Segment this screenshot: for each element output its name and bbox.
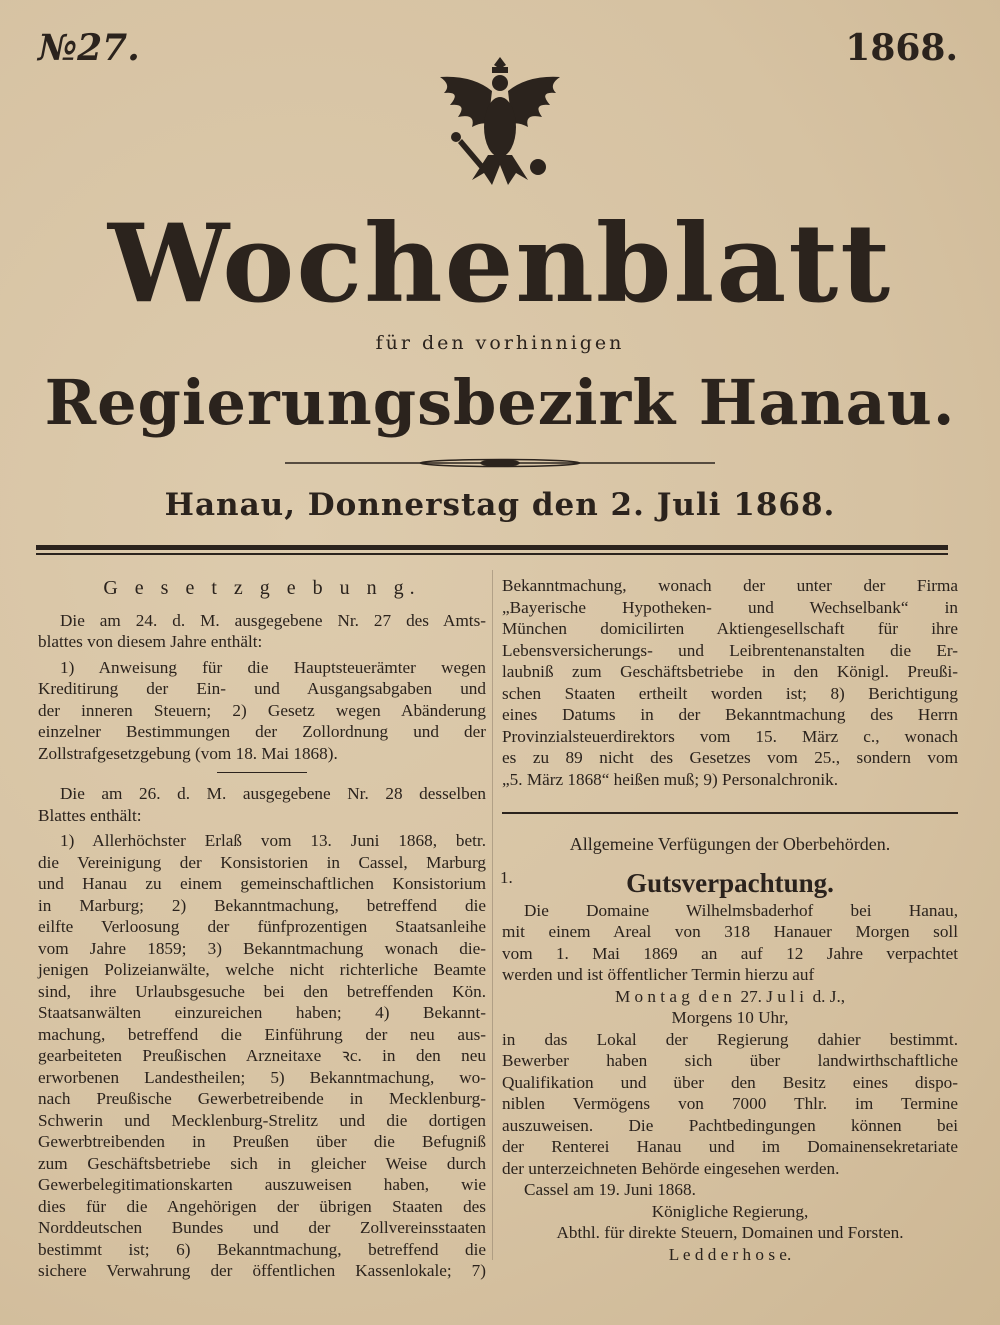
- signature-authority: Königliche Regierung,: [651, 1201, 809, 1221]
- place-date: Cassel am 19. Juni 1868.: [524, 1180, 696, 1199]
- newspaper-title: Wochenblatt: [107, 201, 893, 327]
- text-line: „5. März 1868“ heißen muß; 9) Personalchronik.: [502, 769, 839, 789]
- paragraph: [38, 783, 486, 826]
- text-line: Die am 24. d. M. ausgegebene Nr. 27 des Amts-: [60, 610, 486, 630]
- text-line: der unterzeichneten Behörde eingesehen werden.: [502, 1158, 840, 1178]
- notice-title: Gutsverpachtung.: [626, 867, 834, 898]
- paragraph: [38, 830, 486, 1282]
- text-line: werden und ist öffentlicher Termin hierzu auf: [502, 965, 815, 984]
- paragraph: [38, 657, 486, 765]
- text-line: in Marburg; 2) Bekanntmachung, betreffend die: [38, 895, 486, 915]
- text-line: blattes von diesem Jahre enthält:: [38, 632, 263, 651]
- text-line: Norddeutschen Bundes und der Zollvereinsstaaten: [38, 1218, 486, 1237]
- text-line: jenigen Polizeianwälte, welche nicht richterliche Beamte: [38, 960, 486, 979]
- signature-department: Abthl. für direkte Steuern, Domainen und Forsten.: [556, 1223, 904, 1242]
- text-line: dies für die Angehörigen der übrigen Staaten des: [38, 1196, 486, 1216]
- text-line: gearbeiteten Preußischen Arzneitaxe ꝛc. in den neu: [38, 1046, 486, 1065]
- text-line: laubniß zum Geschäftsbetriebe in den Königl. Preußi-: [502, 662, 958, 681]
- text-line: sind, ihre Urlaubsgesuche bei den betreffenden Kön.: [38, 981, 486, 1001]
- text-line: und Hanau zu einem gemeinschaftlichen Konsistorium: [38, 874, 486, 893]
- text-line: Bewerber haben sich über landwirthschaftliche: [502, 1051, 958, 1070]
- text-line: Bekanntmachung, wonach der unter der Firma: [502, 576, 958, 595]
- text-line: Staatsanwälten einzureichen haben; 4) Bekannt-: [38, 1003, 486, 1022]
- text-line: Schwerin und Mecklenburg-Strelitz und die dortigen: [38, 1110, 486, 1130]
- issue-number: №27.: [38, 27, 140, 69]
- text-line: zum Geschäftsbetriebe sich in gleicher Weise durch: [38, 1153, 486, 1173]
- separator-rule: [502, 812, 958, 814]
- header-rule-thin: [36, 553, 948, 555]
- text-line: eilfte Verloosung der fünfprozentigen Staatsanleihe: [38, 917, 486, 936]
- notice-time: Morgens 10 Uhr,: [671, 1008, 789, 1027]
- notice-body-continued: [502, 1029, 958, 1180]
- text-line: auszuweisen. Die Pachtbedingungen können bei: [502, 1115, 958, 1135]
- text-line: 1) Allerhöchster Erlaß vom 13. Juni 1868, betr.: [60, 831, 486, 850]
- text-line: der inneren Steuern; 2) Gesetz wegen Abänderung: [38, 700, 486, 720]
- issue-year: 1868.: [845, 27, 958, 69]
- text-line: vom 1. Mai 1869 an auf 12 Jahre verpachtet: [502, 943, 958, 963]
- text-line: Die am 26. d. M. ausgegebene Nr. 28 desselben: [60, 784, 486, 803]
- prussian-eagle-emblem-icon: [432, 55, 568, 190]
- header-rule: [36, 545, 948, 550]
- paragraph: [38, 610, 486, 653]
- text-line: erworbenen Landestheilen; 5) Bekanntmachung, wo-: [38, 1067, 486, 1087]
- notice-date: M o n t a g d e n 27. J u l i d. J.,: [614, 986, 846, 1006]
- left-column: [38, 578, 486, 1282]
- ornamental-rule-icon: [285, 458, 715, 468]
- text-line: der Renterei Hanau und im Domainensekretariate: [502, 1137, 958, 1156]
- section-heading-authorities: Allgemeine Verfügungen der Oberbehörden.: [569, 834, 891, 854]
- text-line: Die Domaine Wilhelmsbaderhof bei Hanau,: [524, 900, 958, 920]
- text-line: Provinzialsteuerdirektors vom 15. März c., wonach: [502, 726, 958, 746]
- text-line: Blattes enthält:: [38, 805, 142, 825]
- text-line: Kreditirung der Ein- und Ausgangsabgaben und: [38, 679, 486, 698]
- column-divider: [492, 570, 493, 1260]
- notice-body: [502, 900, 958, 986]
- text-line: Qualifikation und über den Besitz eines dispo-: [502, 1072, 958, 1092]
- text-line: bestimmt ist; 6) Bekanntmachung, betreffend die: [38, 1239, 486, 1259]
- text-line: 1) Anweisung für die Hauptsteuerämter wegen: [60, 657, 486, 677]
- text-line: Gewerbtreibenden in Preußen über die Befugniß: [38, 1132, 486, 1151]
- signature-name: L e d d e r h o s e.: [668, 1244, 792, 1264]
- text-line: nach Preußische Gewerbetreibende in Mecklenburg-: [38, 1089, 486, 1108]
- text-line: München domicilirten Aktiengesellschaft für ihre: [502, 619, 958, 638]
- newspaper-subtitle: für den vorhinnigen: [375, 332, 625, 354]
- newspaper-region: Regierungsbezirk Hanau.: [44, 366, 956, 439]
- text-line: eines Datums in der Bekanntmachung des Herrn: [502, 705, 958, 724]
- text-line: „Bayerische Hypotheken- und Wechselbank“ in: [502, 597, 958, 617]
- text-line: mit einem Areal von 318 Hanauer Morgen soll: [502, 922, 958, 941]
- notice-number: 1.: [500, 867, 513, 887]
- notice-heading: [502, 866, 958, 900]
- text-line: es zu 89 nicht des Gesetzes vom 25., sondern vom: [502, 748, 958, 767]
- text-line: Lebensversicherungs- und Leibrentenanstalten die Er-: [502, 640, 958, 660]
- text-line: machung, betreffend die Einführung der neu aus-: [38, 1024, 486, 1044]
- text-line: sichere Verwahrung der öffentlichen Kassenlokale; 7): [38, 1261, 486, 1280]
- text-line: einzelner Bestimmungen der Zollordnung und der: [38, 722, 486, 741]
- text-line: die Vereinigung der Konsistorien in Cassel, Marburg: [38, 852, 486, 872]
- section-heading-legislation: G e s e t z g e b u n g.: [103, 577, 421, 599]
- text-line: Zollstrafgesetzgebung (vom 18. Mai 1868).: [38, 743, 338, 763]
- text-line: vom Jahre 1859; 3) Bekanntmachung wonach die-: [38, 938, 486, 958]
- text-line: schen Staaten ertheilt worden ist; 8) Berichtigung: [502, 683, 958, 703]
- text-line: Gewerbelegitimationskarten auszuweisen haben, wie: [38, 1175, 486, 1194]
- text-line: niblen Vermögens von 7000 Thlr. im Termine: [502, 1094, 958, 1113]
- separator-rule: [217, 772, 307, 773]
- text-line: in das Lokal der Regierung dahier bestimmt.: [502, 1029, 958, 1049]
- dateline: Hanau, Donnerstag den 2. Juli 1868.: [164, 487, 836, 523]
- right-column: [502, 575, 958, 1265]
- paragraph-continuation: [502, 575, 958, 790]
